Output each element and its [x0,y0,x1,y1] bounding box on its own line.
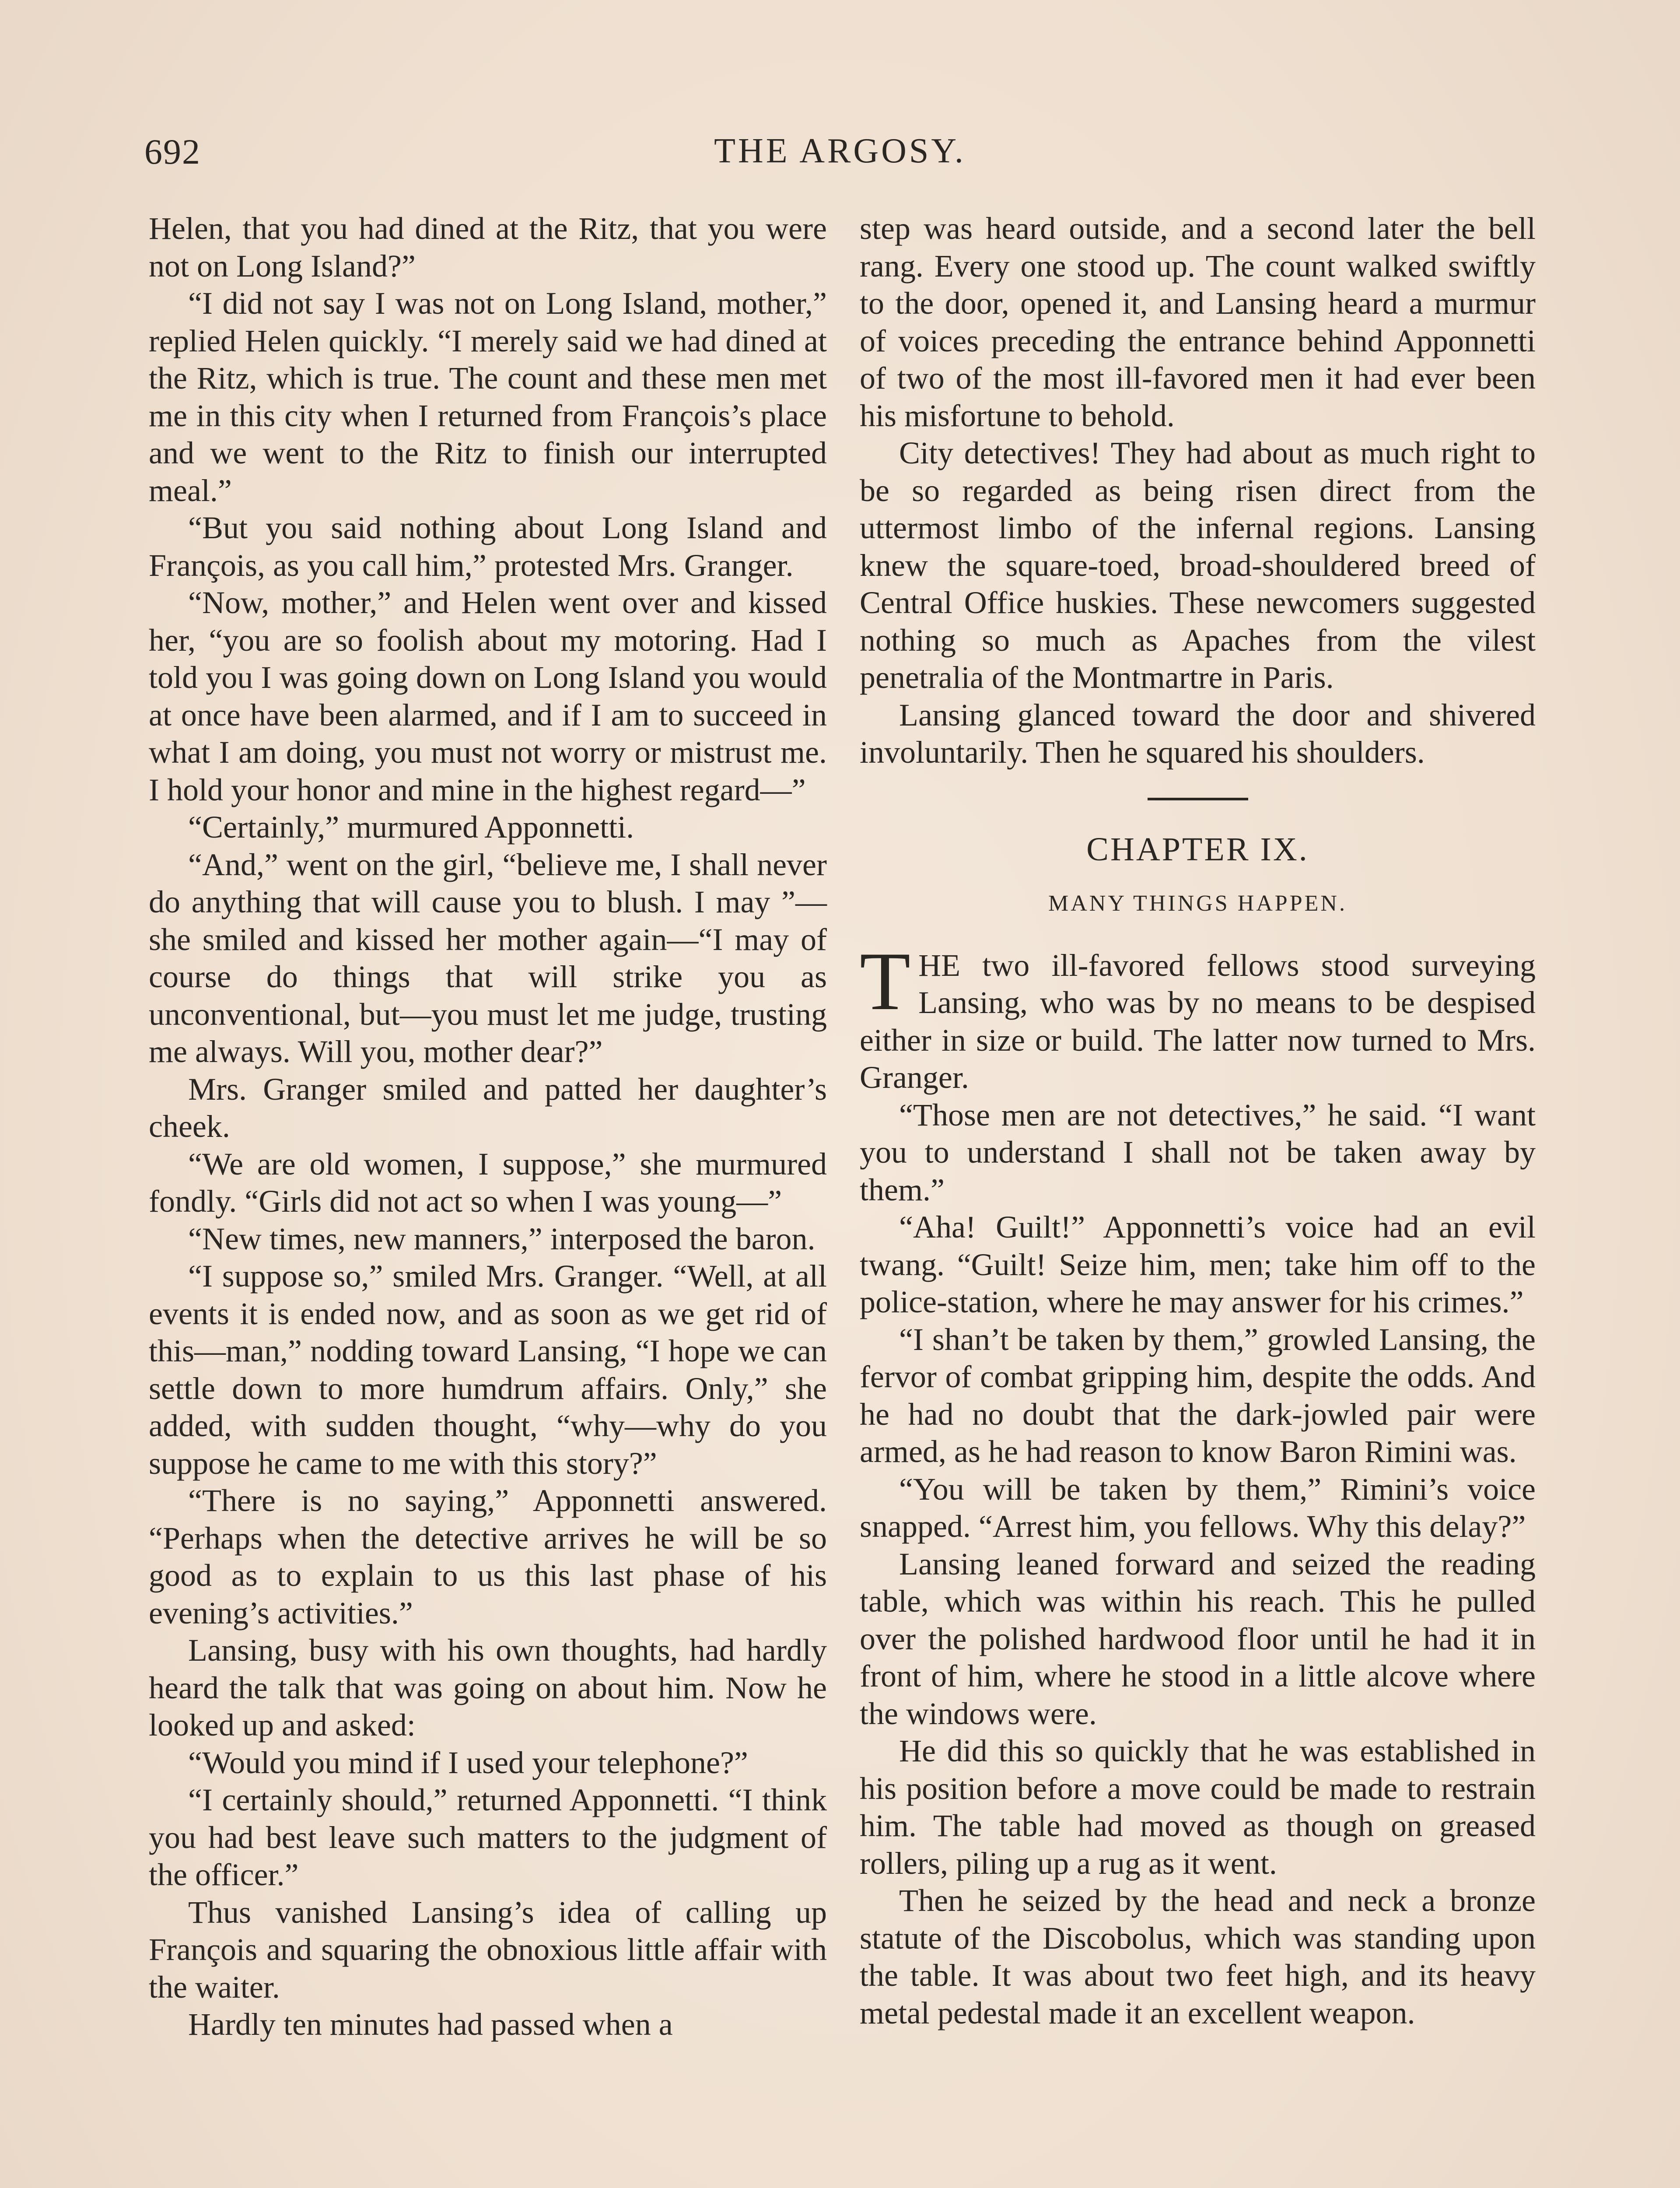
chapter-opening-paragraph [860,935,1536,1097]
paragraph: “And,” went on the girl, “believe me, I shall never do anything that will cause you to blush. I may ”—she smiled and kissed her mother again—“I may of course do things that will strike you as unconventional, but—you must let me judge, trusting me always. Will you, mother dear?” [149,847,827,1069]
paragraph: “I suppose so,” smiled Mrs. Granger. “Well, at all events it is ended now, and as soon as we get rid of this—man,” nodding toward Lansing, “I hope we can settle down to more humdrum affairs. Only,” she added, with sudden thought, “why—why do you suppose he came to me with this story?” [149,1259,827,1481]
paragraph: Hardly ten minutes had passed when a [188,2007,673,2042]
paragraph: He did this so quickly that he was established in his position before a move could be made to restrain him. The table had moved as though on greased rollers, piling up a rug as it went. [860,1733,1536,1881]
right-column [860,210,1536,2032]
section-divider [1148,798,1248,800]
paragraph: Mrs. Granger smiled and patted her daughter’s cheek. [149,1071,827,1144]
paragraph: “Now, mother,” and Helen went over and kissed her, “you are so foolish about my motoring. Had I told you I was going down on Long Island you would at once have been alarmed, and if I am to succeed in what I am doing, you must not worry or mistrust me. I hold your honor and mine in the highest regard—” [149,585,827,807]
paragraph: “You will be taken by them,” Rimini’s voice snapped. “Arrest him, you fellows. Why this delay?” [860,1471,1536,1544]
paragraph: Lansing, busy with his own thoughts, had hardly heard the talk that was going on about him. Now he looked up and asked: [149,1633,827,1743]
paragraph: “I certainly should,” returned Apponnetti. “I think you had best leave such matters to the judgment of the officer.” [149,1782,827,1892]
drop-cap: T [860,935,911,1027]
paragraph: Lansing leaned forward and seized the reading table, which was within his reach. This he pulled over the polished hardwood floor until he had it in front of him, where he stood in a little alcove where the windows were. [860,1546,1536,1731]
paragraph: “There is no saying,” Apponnetti answered. “Perhaps when the detective arrives he will be so good as to explain to us this last phase of his evening’s activities.” [149,1483,827,1630]
paragraph: step was heard outside, and a second later the bell rang. Every one stood up. The count walked swiftly to the door, opened it, and Lansing heard a murmur of voices preceding the entrance behind Apponnetti of two of the most ill-favored men it had ever been his misfortune to behold. [860,211,1536,433]
paragraph: “Would you mind if I used your telephone?” [188,1745,748,1780]
paragraph: Then he seized by the head and neck a bronze statute of the Discobolus, which was standing upon the table. It was about two feet high, and its heavy metal pedestal made it an excellent weapon. [860,1883,1536,2030]
paragraph: “I shan’t be taken by them,” growled Lansing, the fervor of combat gripping him, despite the odds. And he had no doubt that the dark-jowled pair were armed, as he had reason to know Baron Rimini was. [860,1322,1536,1469]
paragraph: “Certainly,” murmured Apponnetti. [188,810,634,845]
page-number: 692 [144,132,201,172]
paragraph: “We are old women, I suppose,” she murmured fondly. “Girls did not act so when I was young—” [149,1146,827,1219]
running-title: THE ARGOSY. [714,132,966,170]
chapter-title: CHAPTER IX. [1086,831,1309,868]
paragraph: “Aha! Guilt!” Apponnetti’s voice had an evil twang. “Guilt! Seize him, men; take him off to the police-station, where he may answer for his crimes.” [860,1210,1536,1319]
paragraph: “New times, new manners,” interposed the baron. [188,1221,816,1256]
chapter-subtitle: MANY THINGS HAPPEN. [1048,891,1347,916]
paragraph: “I did not say I was not on Long Island, mother,” replied Helen quickly. “I merely said we had dined at the Ritz, which is true. The count and these men met me in this city when I returned from François’s place and we went to the Ritz to finish our interrupted meal.” [149,286,827,508]
page-header [144,131,1536,179]
paragraph: City detectives! They had about as much right to be so regarded as being risen direct from the uttermost limbo of the infernal regions. Lansing knew the square-toed, broad-shouldered breed of Central Office huskies. These newcomers suggested nothing so much as Apaches from the vilest penetralia of the Montmartre in Paris. [860,435,1536,695]
paragraph: Thus vanished Lansing’s idea of calling up François and squaring the obnoxious little affair with the waiter. [149,1894,827,2005]
paragraph: “But you said nothing about Long Island and François, as you call him,” protested Mrs. Granger. [149,510,827,583]
left-column [149,210,827,2044]
opening-text: HE two ill-favored fellows stood surveying Lansing, who was by no means to be despised either in size or build. The latter now turned to Mrs. Granger. [860,947,1536,1095]
paragraph: Helen, that you had dined at the Ritz, that you were not on Long Island?” [149,211,827,284]
paragraph: Lansing glanced toward the door and shivered involuntarily. Then he squared his shoulders. [860,697,1536,770]
paragraph: “Those men are not detectives,” he said. “I want you to understand I shall not be taken away by them.” [860,1097,1536,1207]
